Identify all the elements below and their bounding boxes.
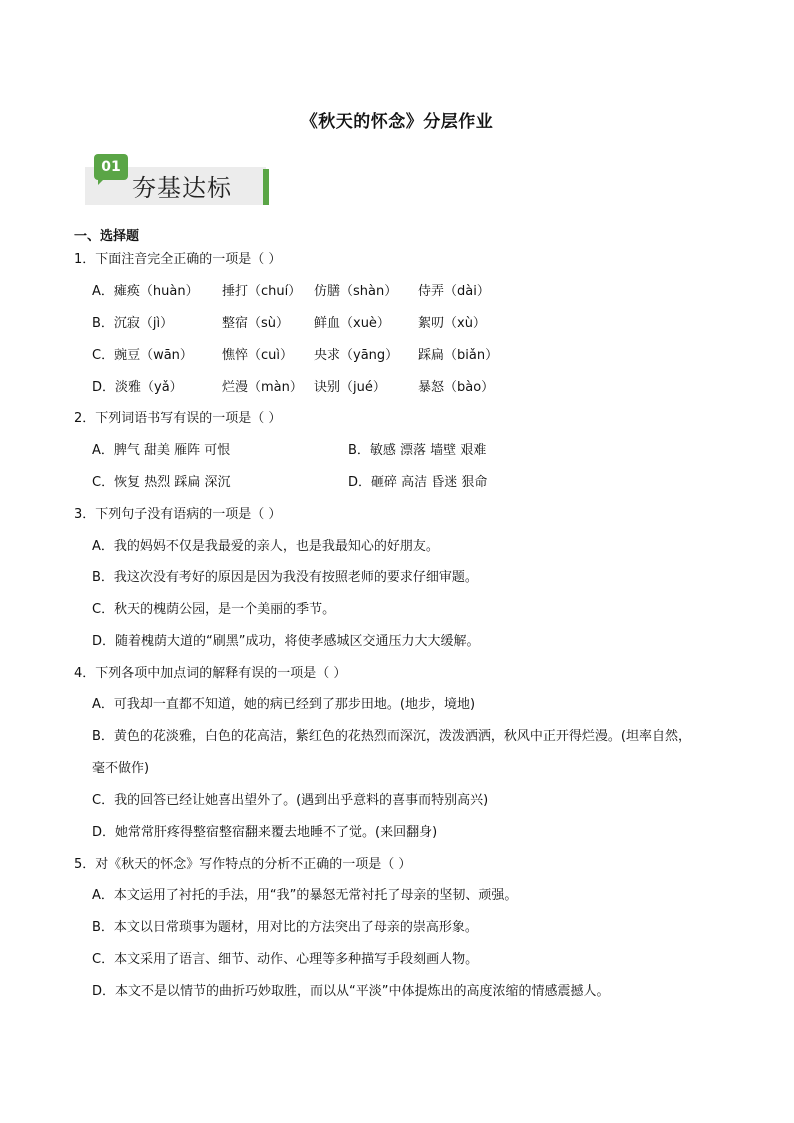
question-4-option-b-continued: 毫不做作): [92, 761, 150, 776]
option-word: 仿膳（shàn）: [314, 284, 398, 299]
question-2-option-d: D．砸碎 高洁 昏迷 狠命: [348, 475, 488, 490]
question-4-option-a: A．可我却一直都不知道，她的病已经到了那步田地。(地步，境地): [92, 697, 476, 712]
question-2-option-c: C．恢复 热烈 踩扁 深沉: [92, 475, 231, 490]
option-word: 踩扁（biǎn）: [418, 348, 499, 363]
question-3-option-d: D．随着槐荫大道的“刷黑”成功，将使孝感城区交通压力大大缓解。: [92, 634, 480, 649]
question-3-option-c: C．秋天的槐荫公园，是一个美丽的季节。: [92, 602, 336, 617]
option-word: 捶打（chuí）: [222, 284, 302, 299]
option-word: 整宿（sù）: [222, 316, 290, 331]
question-1-option-b: [92, 315, 486, 333]
document-title: 《秋天的怀念》分层作业: [300, 112, 494, 132]
question-5-option-a: A．本文运用了衬托的手法，用“我”的暴怒无常衬托了母亲的坚韧、顽强。: [92, 888, 518, 903]
question-5-option-b: B．本文以日常琐事为题材，用对比的方法突出了母亲的崇高形象。: [92, 920, 478, 935]
option-word: 絮叨（xù）: [418, 316, 486, 331]
question-1-option-d: [92, 379, 494, 397]
option-word: 诀别（jué）: [314, 380, 386, 395]
option-word: 央求（yāng）: [314, 348, 399, 363]
question-5-stem: 5．对《秋天的怀念》写作特点的分析不正确的一项是（ ）: [74, 857, 412, 872]
option-word: B．沉寂（jì）: [92, 316, 174, 331]
question-5-option-d: D．本文不是以情节的曲折巧妙取胜，而以从“平淡”中体提炼出的高度浓缩的情感震撼人。: [92, 984, 610, 999]
question-4-stem: 4．下列各项中加点词的解释有误的一项是（ ）: [74, 666, 347, 681]
banner-accent-bar: [263, 169, 269, 205]
question-3-option-a: A．我的妈妈不仅是我最爱的亲人，也是我最知心的好朋友。: [92, 539, 439, 554]
banner-badge: 01: [94, 154, 128, 180]
option-word: 憔悴（cuì）: [222, 348, 293, 363]
question-4-option-c: C．我的回答已经让她喜出望外了。(遇到出乎意料的喜事而特别高兴): [92, 793, 489, 808]
question-1-option-c: [92, 347, 498, 365]
question-3-option-b: B．我这次没有考好的原因是因为我没有按照老师的要求仔细审题。: [92, 570, 478, 585]
question-2-option-a: A．脾气 甜美 雁阵 可恨: [92, 443, 231, 458]
section-banner: [85, 150, 275, 208]
speech-bubble-tail-icon: [98, 178, 105, 185]
option-word: 鲜血（xuè）: [314, 316, 390, 331]
option-word: A．瘫痪（huàn）: [92, 284, 199, 299]
question-2-option-b: B．敏感 漂落 墙壁 艰难: [348, 443, 487, 458]
option-word: D．淡雅（yǎ）: [92, 380, 183, 395]
section-heading: 一、选择题: [74, 229, 140, 244]
banner-title: 夯基达标: [132, 174, 232, 202]
option-word: 侍弄（dài）: [418, 284, 490, 299]
option-word: C．豌豆（wān）: [92, 348, 193, 363]
question-2-stem: 2．下列词语书写有误的一项是（ ）: [74, 411, 282, 426]
question-1-stem: 1．下面注音完全正确的一项是（ ）: [74, 252, 282, 267]
option-word: 暴怒（bào）: [418, 380, 495, 395]
question-3-stem: 3．下列句子没有语病的一项是（ ）: [74, 507, 282, 522]
question-5-option-c: C．本文采用了语言、细节、动作、心理等多种描写手段刻画人物。: [92, 952, 479, 967]
question-4-option-b: B．黄色的花淡雅，白色的花高洁，紫红色的花热烈而深沉，泼泼洒洒，秋风中正开得烂漫。(坦率自然，: [92, 729, 691, 744]
question-4-option-d: D．她常常肝疼得整宿整宿翻来覆去地睡不了觉。(来回翻身): [92, 825, 438, 840]
question-1-option-a: [92, 283, 490, 301]
option-word: 烂漫（màn）: [222, 380, 303, 395]
